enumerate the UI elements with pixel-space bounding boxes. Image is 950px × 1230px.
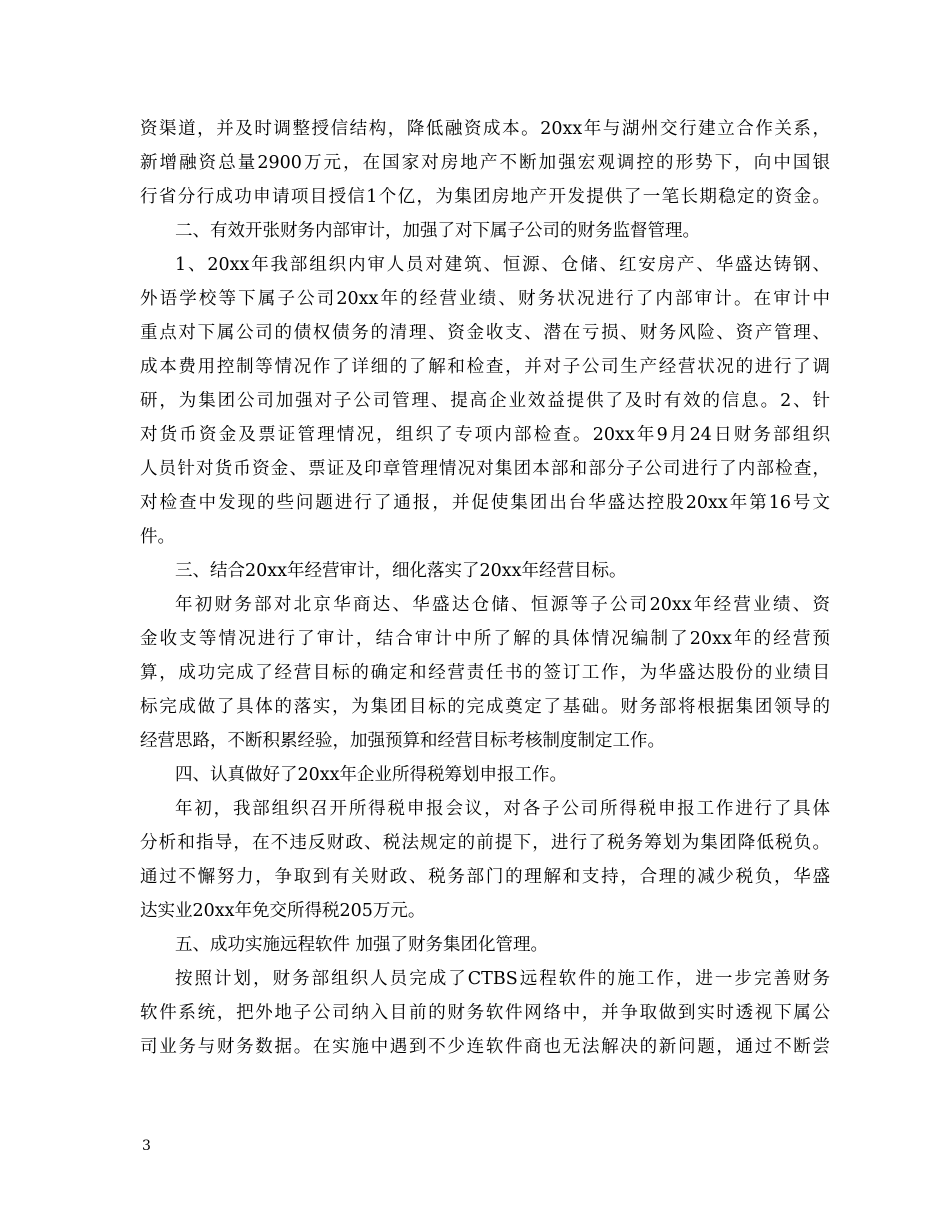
text-line: 二、有效开张财务内部审计，加强了对下属子公司的财务监督管理。 <box>175 221 700 241</box>
text-line: 金收支等情况进行了审计，结合审计中所了解的具体情况编制了20xx年的经营预 <box>140 629 830 649</box>
text-line: 标完成做了具体的落实，为集团目标的完成奠定了基础。财务部将根据集团领导的 <box>140 697 830 717</box>
text-line: 达实业20xx年免交所得税205万元。 <box>140 901 426 921</box>
text-line: 重点对下属公司的债权债务的清理、资金收支、潜在亏损、财务风险、资产管理、 <box>140 323 830 343</box>
text-line: 年初，我部组织召开所得税申报会议，对各子公司所得税申报工作进行了具体 <box>175 799 830 819</box>
text-line: 资渠道，并及时调整授信结构，降低融资成本。20xx年与湖州交行建立合作关系， <box>140 119 830 139</box>
text-line: 1、20xx年我部组织内审人员对建筑、恒源、仓储、红安房产、华盛达铸钢、 <box>175 255 830 275</box>
text-line: 行省分行成功申请项目授信1个亿，为集团房地产开发提供了一笔长期稳定的资金。 <box>140 187 830 207</box>
text-line: 对货币资金及票证管理情况，组织了专项内部检查。20xx年9月24日财务部组织 <box>140 425 830 445</box>
page-number: 3 <box>142 1138 151 1154</box>
text-line: 成本费用控制等情况作了详细的了解和检查，并对子公司生产经营状况的进行了调 <box>140 357 830 377</box>
text-line: 件。 <box>140 527 175 547</box>
text-line: 三、结合20xx年经营审计，细化落实了20xx年经营目标。 <box>175 561 627 581</box>
text-line: 司业务与财务数据。在实施中遇到不少连软件商也无法解决的新问题，通过不断尝 <box>140 1037 830 1057</box>
text-line: 外语学校等下属子公司20xx年的经营业绩、财务状况进行了内部审计。在审计中 <box>140 289 830 309</box>
text-line: 新增融资总量2900万元，在国家对房地产不断加强宏观调控的形势下，向中国银 <box>140 153 830 173</box>
text-line: 人员针对货币资金、票证及印章管理情况对集团本部和部分子公司进行了内部检查， <box>140 459 830 479</box>
text-line: 对检查中发现的些问题进行了通报，并促使集团出台华盛达控股20xx年第16号文 <box>140 493 830 513</box>
text-line: 按照计划，财务部组织人员完成了CTBS远程软件的施工作，进一步完善财务 <box>175 969 830 989</box>
text-line: 经营思路，不断积累经验，加强预算和经营目标考核制度制定工作。 <box>140 731 665 751</box>
text-line: 四、认真做好了20xx年企业所得税筹划申报工作。 <box>175 765 568 785</box>
text-line: 分析和指导，在不违反财政、税法规定的前提下，进行了税务筹划为集团降低税负。 <box>140 833 830 853</box>
text-line: 五、成功实施远程软件 加强了财务集团化管理。 <box>175 935 549 955</box>
text-line: 年初财务部对北京华商达、华盛达仓储、恒源等子公司20xx年经营业绩、资 <box>175 595 830 615</box>
text-line: 算，成功完成了经营目标的确定和经营责任书的签订工作，为华盛达股份的业绩目 <box>140 663 830 683</box>
text-line: 软件系统，把外地子公司纳入目前的财务软件网络中，并争取做到实时透视下属公 <box>140 1003 830 1023</box>
document-body <box>140 112 830 1064</box>
text-line: 研，为集团公司加强对子公司管理、提高企业效益提供了及时有效的信息。2、针 <box>140 391 830 411</box>
text-line: 通过不懈努力，争取到有关财政、税务部门的理解和支持，合理的减少税负，华盛 <box>140 867 830 887</box>
